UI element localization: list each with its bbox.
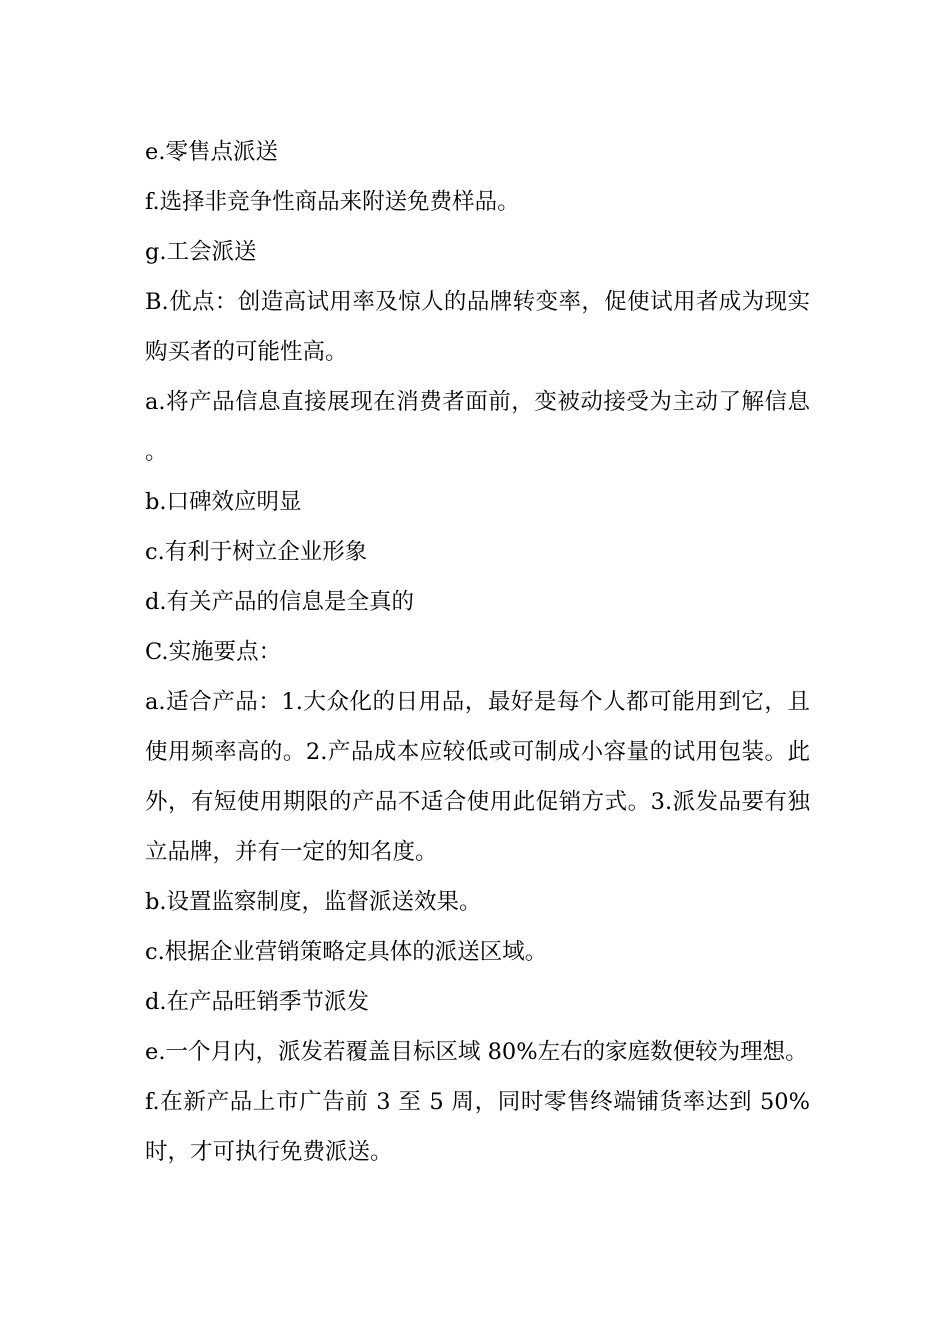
paragraph-advantages-heading: B.优点：创造高试用率及惊人的品牌转变率，促使试用者成为现实购买者的可能性高。 [145,289,810,365]
paragraph-implementation-d: d.在产品旺销季节派发 [145,989,370,1015]
paragraph-implementation-e: e.一个月内，派发若覆盖目标区域 80%左右的家庭数便较为理想。 [145,1039,808,1065]
paragraph-implementation-c: c.根据企业营销策略定具体的派送区域。 [145,939,548,965]
document-body [145,127,810,1177]
paragraph-implementation-b: b.设置监察制度，监督派送效果。 [145,889,482,915]
paragraph-advantage-d: d.有关产品的信息是全真的 [145,589,415,615]
paragraph-union-distribution: g.工会派送 [145,239,257,265]
paragraph-advantage-c: c.有利于树立企业形象 [145,539,368,565]
paragraph-implementation-f: f.在新产品上市广告前 3 至 5 周，同时零售终端铺货率达到 50%时，才可执行免费派送。 [145,1089,810,1165]
paragraph-noncompeting-products: f.选择非竞争性商品来附送免费样品。 [145,189,520,215]
paragraph-advantage-b: b.口碑效应明显 [145,489,302,515]
paragraph-implementation-heading: C.实施要点： [145,639,282,665]
paragraph-implementation-a: a.适合产品：1.大众化的日用品，最好是每个人都可能用到它，且使用频率高的。2.产品成本应较低或可制成小容量的试用包装。此外，有短使用期限的产品不适合使用此促销方式。3.派发品要有独立品牌，并有一定的知名度。 [145,689,810,865]
paragraph-advantage-a: a.将产品信息直接展现在消费者面前，变被动接受为主动了解信息。 [145,389,810,465]
paragraph-retail-distribution: e.零售点派送 [145,139,278,165]
